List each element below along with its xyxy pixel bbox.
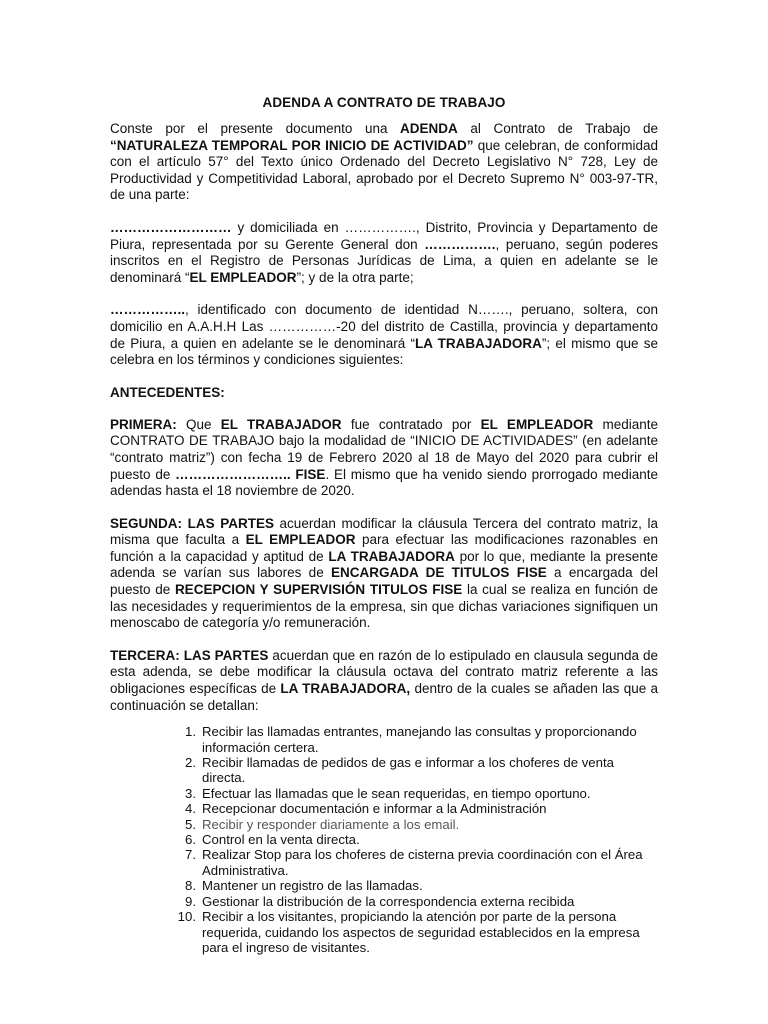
item-text: Recepcionar documentación e informar a la Administración xyxy=(202,801,547,817)
bold-run: EL TRABAJADOR xyxy=(220,416,342,432)
item-number: 3. xyxy=(185,785,196,801)
text-run: y domiciliada en ……………., Distrito, Provincia y Departamento de Piura, representada por su Gerente General don xyxy=(110,219,658,252)
bold-run: RECEPCION Y SUPERVISIÓN TITULOS FISE xyxy=(174,582,463,598)
text-run: por lo que, mediante la presente adenda se varían sus labores de xyxy=(110,548,659,581)
item-number: 6. xyxy=(185,832,196,848)
text-run: Conste por el presente documento una xyxy=(110,121,401,136)
item-text: Recibir a los visitantes, propiciando la atención por parte de la persona requerida, cuidando los aspectos de seguridad establecidos en la empresa para el ingreso de visitantes. xyxy=(202,909,640,955)
text-run: que celebran, de conformidad con el artículo 57° del Texto único Ordenado del Decreto Legislativo N° 728, Ley de Productividad y Competitividad Laboral, aprobado por el Decreto Supremo N° 003-97-TR, de una parte: xyxy=(110,137,659,203)
list-item xyxy=(177,909,658,955)
item-text: Recibir llamadas de pedidos de gas e informar a los choferes de venta directa. xyxy=(202,755,614,786)
list-item xyxy=(185,816,658,832)
clause-tercera xyxy=(110,648,658,714)
item-text: Mantener un registro de las llamadas. xyxy=(202,878,423,894)
item-number: 10. xyxy=(177,909,196,925)
document-title: ADENDA A CONTRATO DE TRABAJO xyxy=(262,95,506,110)
text-run: ”; el mismo que se celebra en los términos y condiciones siguientes: xyxy=(110,335,658,368)
item-number: 8. xyxy=(185,878,196,894)
bold-run: EL EMPLEADOR xyxy=(245,532,356,548)
bold-run: ENCARGADA DE TITULOS FISE xyxy=(331,565,547,581)
bold-run: ……………. xyxy=(424,236,496,252)
antecedentes-heading: ANTECEDENTES: xyxy=(110,384,225,400)
item-text: Efectuar las llamadas que le sean requeridas, en tiempo oportuno. xyxy=(202,785,591,801)
bold-run: LA TRABAJADORA xyxy=(414,335,542,351)
bold-run: PRIMERA: xyxy=(110,416,177,432)
text-run: , identificado con documento de identidad N……., peruano, soltera, con domicilio en A.A.H.H Las ……………-20 del distrito de Castilla, provincia y departamento de Piura, a quien en adelante se le denominará “ xyxy=(110,302,658,351)
text-run: Que xyxy=(176,416,221,432)
bold-run: LA TRABAJADORA xyxy=(328,548,455,564)
bold-run: …………….. xyxy=(110,302,186,318)
text-run: para efectuar las modificaciones razonables en función a la capacidad y aptitud de xyxy=(110,532,659,564)
clause-primera xyxy=(110,417,658,500)
text-run: acuerdan que en razón de lo estipulado en clausula segunda de esta adenda, se debe modificar la cláusula octava del contrato matriz referente a las obligaciones específicas de xyxy=(110,647,658,697)
worker-paragraph xyxy=(110,302,658,368)
clause-segunda xyxy=(110,516,658,632)
item-number: 4. xyxy=(185,801,196,817)
bold-run: …………………….. FISE xyxy=(175,466,326,482)
text-run: al Contrato de Trabajo de xyxy=(457,121,658,136)
text-run: , peruano, según poderes inscritos en el Registro de Personas Jurídicas de Lima, a quien en adelante se le denominará “ xyxy=(110,236,658,285)
item-text: Recibir las llamadas entrantes, manejando las consultas y proporcionando información certera. xyxy=(202,724,637,755)
item-number: 1. xyxy=(185,724,196,740)
list-item xyxy=(185,724,658,755)
bold-run: EL EMPLEADOR xyxy=(189,269,297,285)
text-run: . El mismo que ha venido siendo prorrogado mediante adendas hasta el 18 noviembre de 2020. xyxy=(110,466,658,499)
text-run: la cual se realiza en función de las necesidades y requerimientos de la empresa, sin que dichas variaciones signifiquen un menoscabo de categoría y/o remuneración. xyxy=(110,582,658,631)
bold-run: “NATURALEZA TEMPORAL POR INICIO DE ACTIVIDAD” xyxy=(110,137,474,153)
list-item xyxy=(185,785,658,801)
text-run: fue contratado por xyxy=(341,416,481,432)
list-item xyxy=(185,847,658,878)
intro-paragraph xyxy=(110,121,658,204)
list-item xyxy=(185,893,658,909)
item-number: 5. xyxy=(185,816,196,832)
list-item xyxy=(185,755,658,786)
bold-run: ADENDA xyxy=(400,121,458,136)
text-run: ”; y de la otra parte; xyxy=(296,269,414,285)
item-number: 2. xyxy=(185,755,196,771)
text-run: mediante CONTRATO DE TRABAJO bajo la modalidad de “INICIO DE ACTIVIDADES” (en adelante “contrato matriz”) con fecha 19 de Febrero 2020 al 18 de Mayo del 2020 para cubrir el puesto de xyxy=(110,416,658,482)
text-run: acuerdan modificar la cláusula Tercera del contrato matriz, la misma que faculta a xyxy=(110,515,658,548)
item-text: Control en la venta directa. xyxy=(202,832,360,848)
item-text: Gestionar la distribución de la correspondencia externa recibida xyxy=(202,893,575,909)
item-number: 9. xyxy=(185,893,196,909)
employer-paragraph xyxy=(110,220,658,286)
bold-run: EL EMPLEADOR xyxy=(480,416,594,432)
obligations-list xyxy=(110,724,658,955)
list-item xyxy=(185,801,658,817)
item-number: 7. xyxy=(185,847,196,863)
bold-run: LA TRABAJADORA, xyxy=(280,681,411,697)
list-item xyxy=(185,878,658,894)
list-item xyxy=(185,832,658,848)
item-text: Recibir y responder diariamente a los email. xyxy=(202,816,460,832)
bold-run: TERCERA: LAS PARTES xyxy=(110,647,269,663)
bold-run: ……………………… xyxy=(110,219,232,235)
item-text: Realizar Stop para los choferes de cisterna previa coordinación con el Área Administrativa. xyxy=(202,847,643,878)
text-run: a encargada del puesto de xyxy=(110,565,658,598)
bold-run: SEGUNDA: LAS PARTES xyxy=(110,515,274,531)
text-run: dentro de la cuales se añaden las que a continuación se detallan: xyxy=(110,681,658,713)
